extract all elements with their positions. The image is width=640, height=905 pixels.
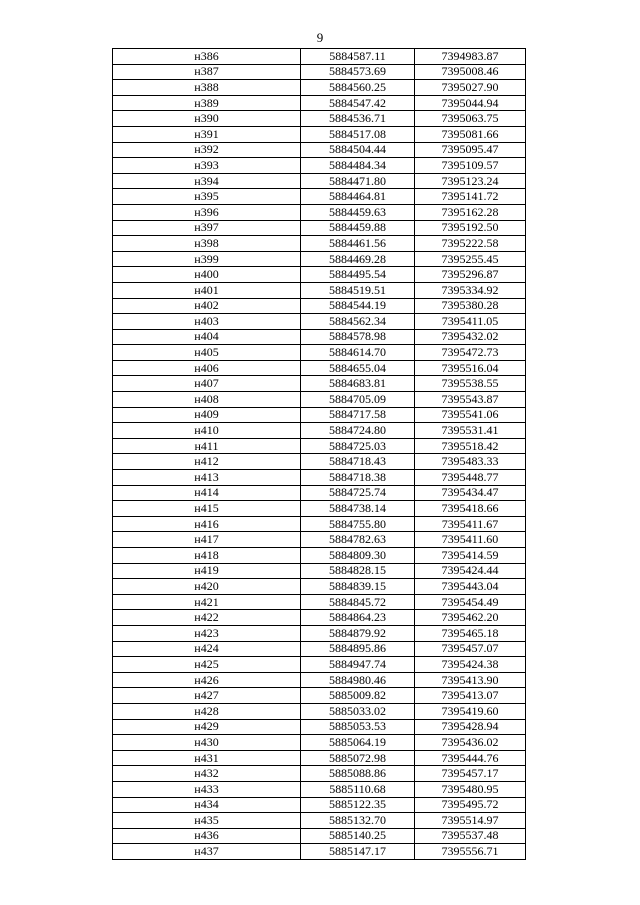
x-coordinate-cell: 5884718.43 — [301, 454, 415, 470]
table-row — [113, 298, 526, 314]
table-row — [113, 111, 526, 127]
y-coordinate-cell: 7395419.60 — [415, 703, 526, 719]
point-name-cell: н419 — [113, 563, 301, 579]
x-coordinate-cell: 5885110.68 — [301, 781, 415, 797]
point-name-cell: н418 — [113, 548, 301, 564]
y-coordinate-cell: 7395480.95 — [415, 781, 526, 797]
y-coordinate-cell: 7395334.92 — [415, 282, 526, 298]
x-coordinate-cell: 5884536.71 — [301, 111, 415, 127]
point-name-cell: н407 — [113, 376, 301, 392]
x-coordinate-cell: 5885088.86 — [301, 766, 415, 782]
x-coordinate-cell: 5884947.74 — [301, 657, 415, 673]
x-coordinate-cell: 5885053.53 — [301, 719, 415, 735]
x-coordinate-cell: 5884879.92 — [301, 625, 415, 641]
point-name-cell: н392 — [113, 142, 301, 158]
x-coordinate-cell: 5885140.25 — [301, 828, 415, 844]
x-coordinate-cell: 5884809.30 — [301, 548, 415, 564]
x-coordinate-cell: 5884828.15 — [301, 563, 415, 579]
x-coordinate-cell: 5884895.86 — [301, 641, 415, 657]
y-coordinate-cell: 7395008.46 — [415, 64, 526, 80]
y-coordinate-cell: 7395436.02 — [415, 735, 526, 751]
table-row — [113, 49, 526, 65]
y-coordinate-cell: 7395411.05 — [415, 314, 526, 330]
y-coordinate-cell: 7395537.48 — [415, 828, 526, 844]
x-coordinate-cell: 5884683.81 — [301, 376, 415, 392]
y-coordinate-cell: 7395443.04 — [415, 579, 526, 595]
table-row — [113, 407, 526, 423]
x-coordinate-cell: 5884655.04 — [301, 360, 415, 376]
point-name-cell: н398 — [113, 236, 301, 252]
y-coordinate-cell: 7395081.66 — [415, 126, 526, 142]
point-name-cell: н433 — [113, 781, 301, 797]
table-row — [113, 594, 526, 610]
table-row — [113, 735, 526, 751]
table-row — [113, 625, 526, 641]
table-row — [113, 267, 526, 283]
point-name-cell: н390 — [113, 111, 301, 127]
x-coordinate-cell: 5885147.17 — [301, 844, 415, 860]
table-row — [113, 563, 526, 579]
x-coordinate-cell: 5884464.81 — [301, 189, 415, 205]
table-row — [113, 189, 526, 205]
x-coordinate-cell: 5884484.34 — [301, 158, 415, 174]
point-name-cell: н416 — [113, 516, 301, 532]
table-row — [113, 688, 526, 704]
y-coordinate-cell: 7395428.94 — [415, 719, 526, 735]
y-coordinate-cell: 7395380.28 — [415, 298, 526, 314]
table-row — [113, 672, 526, 688]
point-name-cell: н417 — [113, 532, 301, 548]
table-row — [113, 142, 526, 158]
table-row — [113, 360, 526, 376]
point-name-cell: н427 — [113, 688, 301, 704]
point-name-cell: н424 — [113, 641, 301, 657]
point-name-cell: н411 — [113, 438, 301, 454]
y-coordinate-cell: 7395141.72 — [415, 189, 526, 205]
table-row — [113, 813, 526, 829]
y-coordinate-cell: 7395457.07 — [415, 641, 526, 657]
table-row — [113, 204, 526, 220]
x-coordinate-cell: 5884562.34 — [301, 314, 415, 330]
x-coordinate-cell: 5884725.74 — [301, 485, 415, 501]
point-name-cell: н393 — [113, 158, 301, 174]
table-row — [113, 797, 526, 813]
point-name-cell: н409 — [113, 407, 301, 423]
y-coordinate-cell: 7395192.50 — [415, 220, 526, 236]
table-row — [113, 220, 526, 236]
table-row — [113, 95, 526, 111]
y-coordinate-cell: 7395483.33 — [415, 454, 526, 470]
table-row — [113, 532, 526, 548]
x-coordinate-cell: 5884845.72 — [301, 594, 415, 610]
table-row — [113, 158, 526, 174]
x-coordinate-cell: 5884705.09 — [301, 392, 415, 408]
table-row — [113, 454, 526, 470]
table-row — [113, 282, 526, 298]
y-coordinate-cell: 7395465.18 — [415, 625, 526, 641]
x-coordinate-cell: 5884724.80 — [301, 423, 415, 439]
y-coordinate-cell: 7395424.38 — [415, 657, 526, 673]
x-coordinate-cell: 5885132.70 — [301, 813, 415, 829]
x-coordinate-cell: 5884459.63 — [301, 204, 415, 220]
y-coordinate-cell: 7395472.73 — [415, 345, 526, 361]
table-row — [113, 719, 526, 735]
y-coordinate-cell: 7395109.57 — [415, 158, 526, 174]
table-row — [113, 610, 526, 626]
coordinates-table — [112, 48, 526, 860]
point-name-cell: н399 — [113, 251, 301, 267]
point-name-cell: н387 — [113, 64, 301, 80]
table-row — [113, 548, 526, 564]
table-row — [113, 236, 526, 252]
point-name-cell: н394 — [113, 173, 301, 189]
x-coordinate-cell: 5885064.19 — [301, 735, 415, 751]
table-row — [113, 64, 526, 80]
point-name-cell: н400 — [113, 267, 301, 283]
point-name-cell: н402 — [113, 298, 301, 314]
y-coordinate-cell: 7395538.55 — [415, 376, 526, 392]
point-name-cell: н425 — [113, 657, 301, 673]
x-coordinate-cell: 5884469.28 — [301, 251, 415, 267]
point-name-cell: н412 — [113, 454, 301, 470]
y-coordinate-cell: 7395516.04 — [415, 360, 526, 376]
x-coordinate-cell: 5884471.80 — [301, 173, 415, 189]
point-name-cell: н435 — [113, 813, 301, 829]
point-name-cell: н401 — [113, 282, 301, 298]
x-coordinate-cell: 5884755.80 — [301, 516, 415, 532]
point-name-cell: н414 — [113, 485, 301, 501]
x-coordinate-cell: 5884718.38 — [301, 470, 415, 486]
point-name-cell: н386 — [113, 49, 301, 65]
x-coordinate-cell: 5884504.44 — [301, 142, 415, 158]
table-row — [113, 766, 526, 782]
x-coordinate-cell: 5884717.58 — [301, 407, 415, 423]
y-coordinate-cell: 7395413.07 — [415, 688, 526, 704]
x-coordinate-cell: 5884495.54 — [301, 267, 415, 283]
table-row — [113, 516, 526, 532]
point-name-cell: н434 — [113, 797, 301, 813]
x-coordinate-cell: 5884519.51 — [301, 282, 415, 298]
point-name-cell: н405 — [113, 345, 301, 361]
table-row — [113, 329, 526, 345]
table-row — [113, 438, 526, 454]
point-name-cell: н426 — [113, 672, 301, 688]
table-row — [113, 657, 526, 673]
y-coordinate-cell: 7395434.47 — [415, 485, 526, 501]
point-name-cell: н389 — [113, 95, 301, 111]
point-name-cell: н408 — [113, 392, 301, 408]
y-coordinate-cell: 7395444.76 — [415, 750, 526, 766]
table-row — [113, 423, 526, 439]
table-row — [113, 126, 526, 142]
y-coordinate-cell: 7395518.42 — [415, 438, 526, 454]
point-name-cell: н436 — [113, 828, 301, 844]
y-coordinate-cell: 7395123.24 — [415, 173, 526, 189]
y-coordinate-cell: 7395414.59 — [415, 548, 526, 564]
y-coordinate-cell: 7395411.67 — [415, 516, 526, 532]
y-coordinate-cell: 7395413.90 — [415, 672, 526, 688]
point-name-cell: н415 — [113, 501, 301, 517]
y-coordinate-cell: 7395418.66 — [415, 501, 526, 517]
x-coordinate-cell: 5884517.08 — [301, 126, 415, 142]
point-name-cell: н422 — [113, 610, 301, 626]
point-name-cell: н421 — [113, 594, 301, 610]
x-coordinate-cell: 5884980.46 — [301, 672, 415, 688]
table-row — [113, 579, 526, 595]
y-coordinate-cell: 7395462.20 — [415, 610, 526, 626]
point-name-cell: н429 — [113, 719, 301, 735]
x-coordinate-cell: 5884725.03 — [301, 438, 415, 454]
x-coordinate-cell: 5884573.69 — [301, 64, 415, 80]
table-row — [113, 844, 526, 860]
table-row — [113, 485, 526, 501]
y-coordinate-cell: 7395424.44 — [415, 563, 526, 579]
x-coordinate-cell: 5884782.63 — [301, 532, 415, 548]
point-name-cell: н397 — [113, 220, 301, 236]
x-coordinate-cell: 5884839.15 — [301, 579, 415, 595]
table-row — [113, 828, 526, 844]
point-name-cell: н395 — [113, 189, 301, 205]
point-name-cell: н404 — [113, 329, 301, 345]
point-name-cell: н437 — [113, 844, 301, 860]
table-row — [113, 781, 526, 797]
y-coordinate-cell: 7395432.02 — [415, 329, 526, 345]
x-coordinate-cell: 5884864.23 — [301, 610, 415, 626]
point-name-cell: н430 — [113, 735, 301, 751]
y-coordinate-cell: 7395255.45 — [415, 251, 526, 267]
point-name-cell: н410 — [113, 423, 301, 439]
table-row — [113, 501, 526, 517]
point-name-cell: н431 — [113, 750, 301, 766]
point-name-cell: н396 — [113, 204, 301, 220]
point-name-cell: н388 — [113, 80, 301, 96]
x-coordinate-cell: 5885072.98 — [301, 750, 415, 766]
y-coordinate-cell: 7395222.58 — [415, 236, 526, 252]
point-name-cell: н432 — [113, 766, 301, 782]
point-name-cell: н420 — [113, 579, 301, 595]
table-row — [113, 345, 526, 361]
x-coordinate-cell: 5884560.25 — [301, 80, 415, 96]
y-coordinate-cell: 7395027.90 — [415, 80, 526, 96]
table-row — [113, 641, 526, 657]
table-row — [113, 173, 526, 189]
x-coordinate-cell: 5885033.02 — [301, 703, 415, 719]
table-row — [113, 392, 526, 408]
y-coordinate-cell: 7395541.06 — [415, 407, 526, 423]
y-coordinate-cell: 7395162.28 — [415, 204, 526, 220]
point-name-cell: н428 — [113, 703, 301, 719]
point-name-cell: н403 — [113, 314, 301, 330]
x-coordinate-cell: 5884614.70 — [301, 345, 415, 361]
y-coordinate-cell: 7395063.75 — [415, 111, 526, 127]
y-coordinate-cell: 7395556.71 — [415, 844, 526, 860]
y-coordinate-cell: 7395495.72 — [415, 797, 526, 813]
table-row — [113, 314, 526, 330]
x-coordinate-cell: 5884544.19 — [301, 298, 415, 314]
x-coordinate-cell: 5885009.82 — [301, 688, 415, 704]
table-row — [113, 376, 526, 392]
y-coordinate-cell: 7395411.60 — [415, 532, 526, 548]
coordinates-table-body — [113, 49, 526, 860]
page-number: 9 — [316, 30, 324, 45]
point-name-cell: н391 — [113, 126, 301, 142]
x-coordinate-cell: 5884461.56 — [301, 236, 415, 252]
table-row — [113, 80, 526, 96]
table-row — [113, 470, 526, 486]
x-coordinate-cell: 5884547.42 — [301, 95, 415, 111]
x-coordinate-cell: 5884578.98 — [301, 329, 415, 345]
y-coordinate-cell: 7395543.87 — [415, 392, 526, 408]
point-name-cell: н406 — [113, 360, 301, 376]
y-coordinate-cell: 7395514.97 — [415, 813, 526, 829]
y-coordinate-cell: 7395457.17 — [415, 766, 526, 782]
y-coordinate-cell: 7395044.94 — [415, 95, 526, 111]
y-coordinate-cell: 7395095.47 — [415, 142, 526, 158]
table-row — [113, 703, 526, 719]
table-row — [113, 251, 526, 267]
point-name-cell: н413 — [113, 470, 301, 486]
point-name-cell: н423 — [113, 625, 301, 641]
x-coordinate-cell: 5885122.35 — [301, 797, 415, 813]
y-coordinate-cell: 7395454.49 — [415, 594, 526, 610]
y-coordinate-cell: 7395531.41 — [415, 423, 526, 439]
y-coordinate-cell: 7395296.87 — [415, 267, 526, 283]
y-coordinate-cell: 7395448.77 — [415, 470, 526, 486]
x-coordinate-cell: 5884738.14 — [301, 501, 415, 517]
table-row — [113, 750, 526, 766]
y-coordinate-cell: 7394983.87 — [415, 49, 526, 65]
x-coordinate-cell: 5884587.11 — [301, 49, 415, 65]
x-coordinate-cell: 5884459.88 — [301, 220, 415, 236]
